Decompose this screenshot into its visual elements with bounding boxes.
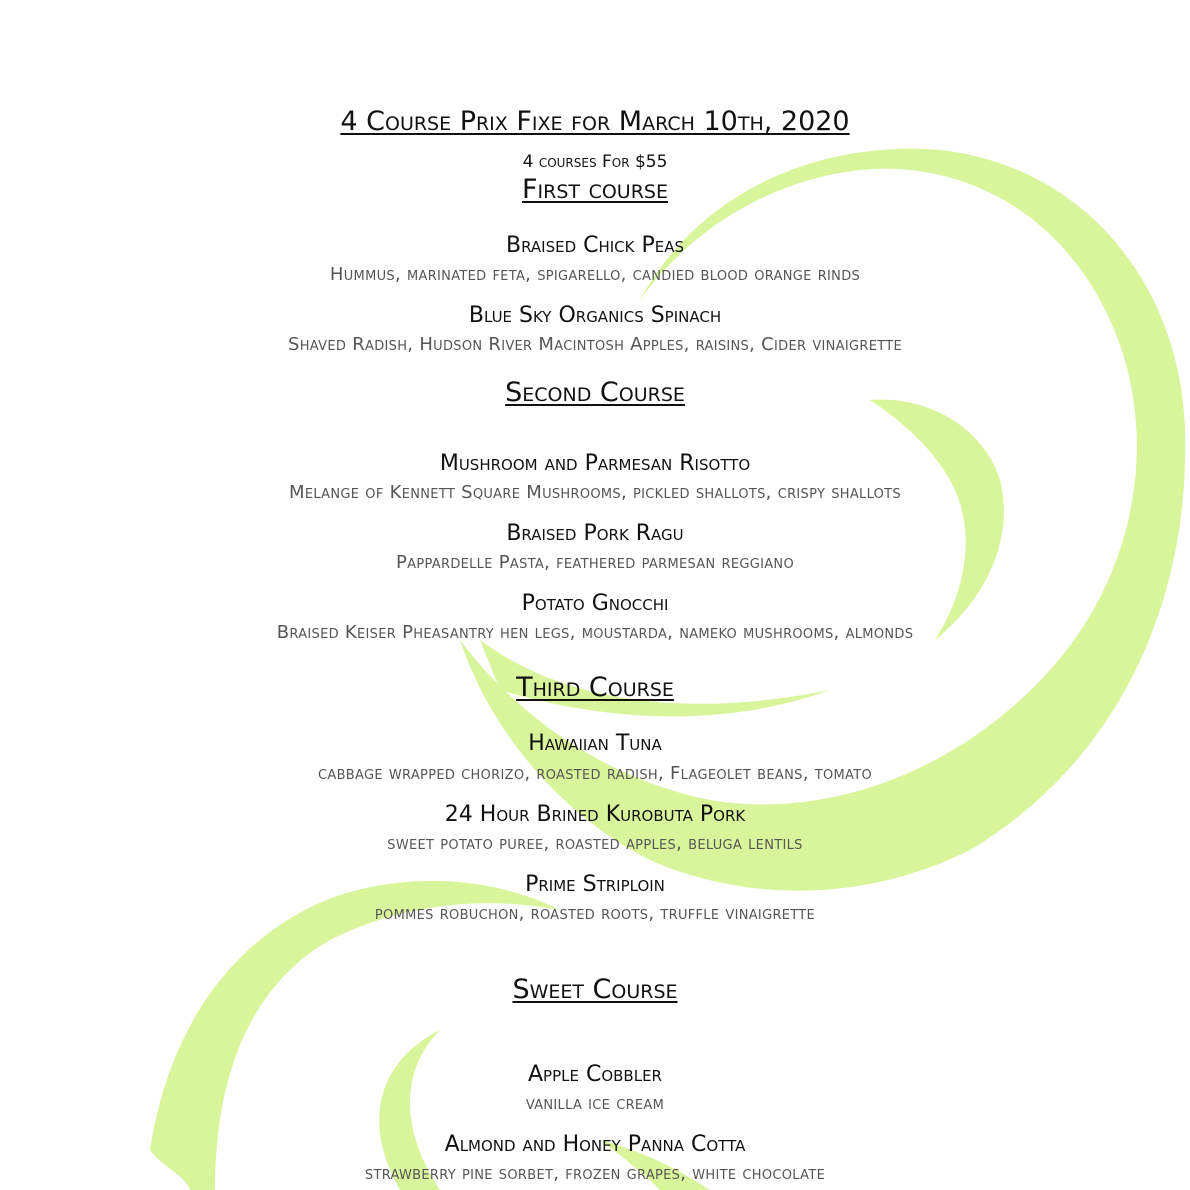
dish-description: cabbage wrapped chorizo, roasted radish, Flageolet beans, tomato (318, 763, 872, 784)
dish-name: 24 Hour Brined Kurobuta Pork (444, 802, 746, 827)
menu-title: 4 Course Prix Fixe for March 10th, 2020 (340, 106, 850, 137)
dish-description: Hummus, marinated feta, spigarello, candied blood orange rinds (329, 264, 861, 285)
dish-name: Apple Cobbler (528, 1062, 662, 1087)
dish-description: strawberry pine sorbet, frozen grapes, white chocolate (364, 1163, 826, 1184)
dish-name: Hawaiian Tuna (528, 731, 662, 756)
dish-name: Almond and Honey Panna Cotta (444, 1132, 746, 1157)
dish-name: Mushroom and Parmesan Risotto (439, 451, 751, 476)
dish-description: Melange of Kennett Square Mushrooms, pickled shallots, crispy shallots (289, 482, 901, 503)
dish-name: Braised Chick Peas (505, 233, 685, 258)
dish-description: Shaved Radish, Hudson River Macintosh Apples, raisins, Cider vinaigrette (288, 334, 902, 355)
dish-name: Blue Sky Organics Spinach (468, 303, 722, 328)
section-heading-first: First course (522, 174, 668, 205)
dish-description: Pappardelle Pasta, feathered parmesan reggiano (396, 552, 794, 573)
dish-description: Braised Keiser Pheasantry hen legs, moustarda, nameko mushrooms, almonds (276, 622, 914, 643)
section-heading-sweet: Sweet Course (512, 974, 678, 1005)
dish-name: Potato Gnocchi (521, 591, 669, 616)
dish-name: Braised Pork Ragu (506, 521, 684, 546)
dish-description: vanilla ice cream (525, 1093, 665, 1114)
dish-description: pommes robuchon, roasted roots, truffle vinaigrette (374, 903, 816, 924)
dish-description: sweet potato puree, roasted apples, beluga lentils (387, 833, 803, 854)
dish-name: Prime Striploin (525, 872, 665, 897)
menu-subtitle: 4 courses For $55 (522, 152, 668, 172)
section-heading-third: Third Course (516, 672, 674, 703)
section-heading-second: Second Course (505, 377, 685, 408)
